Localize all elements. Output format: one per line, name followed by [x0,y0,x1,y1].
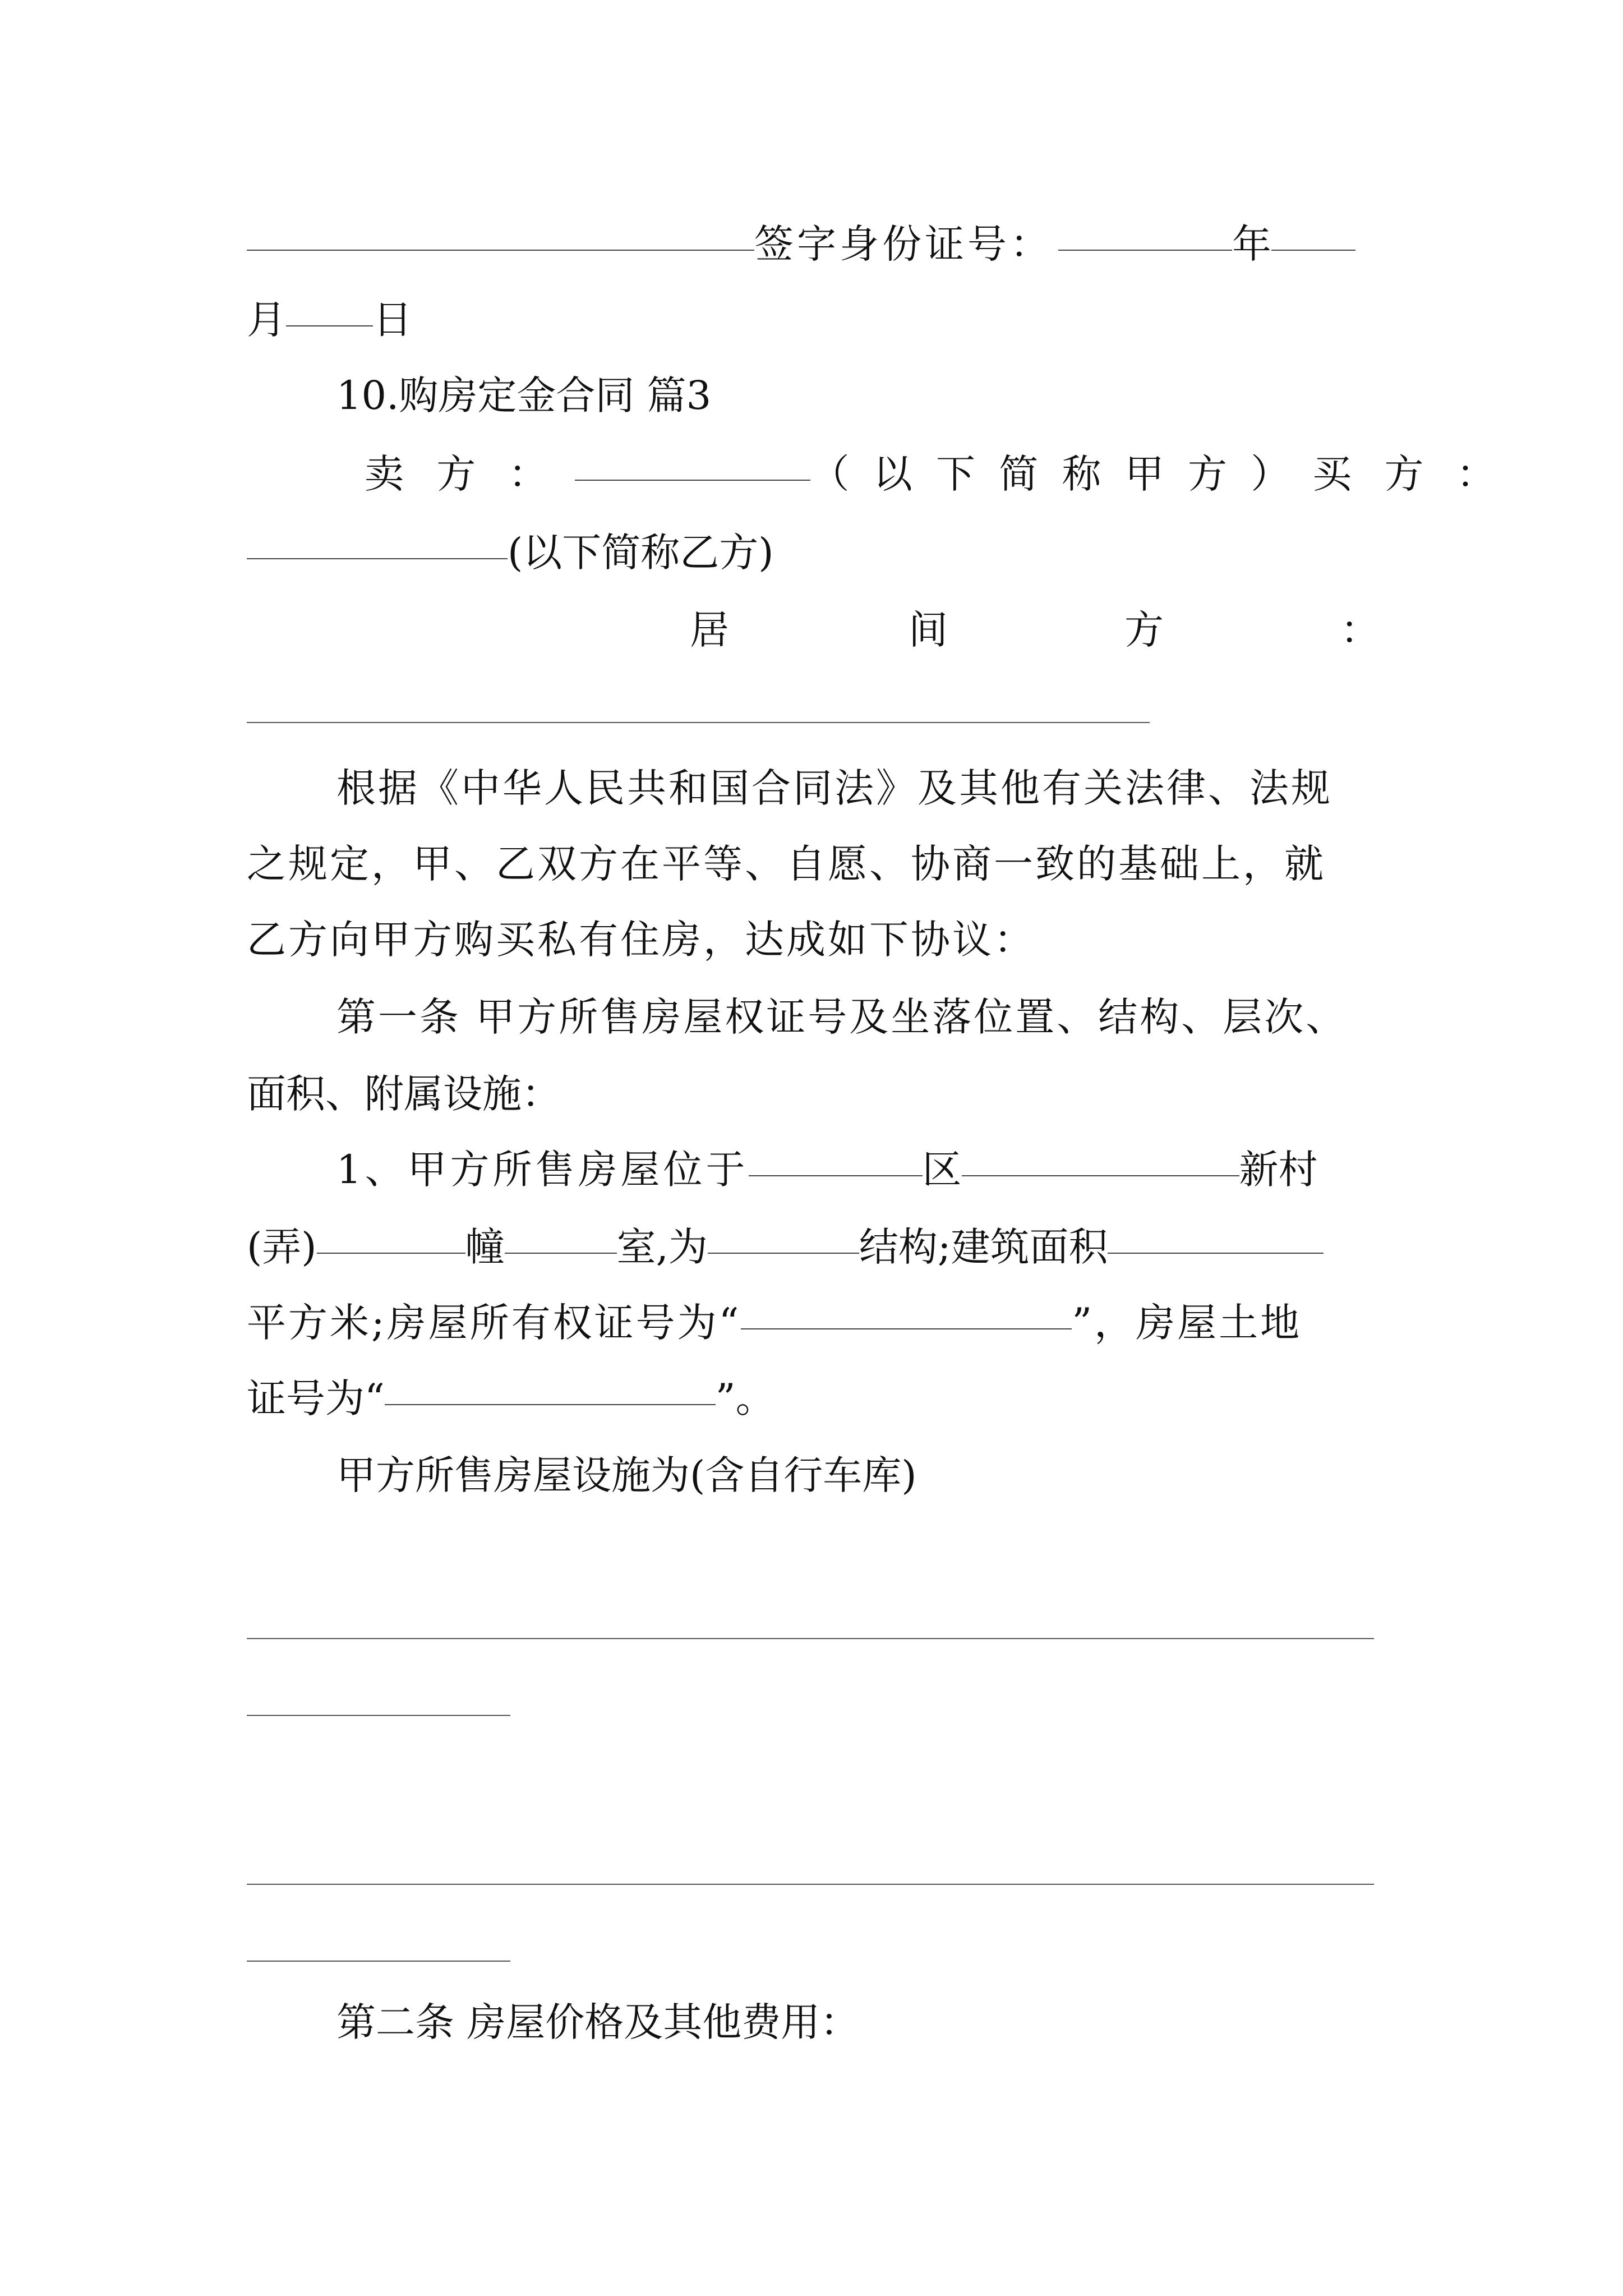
buyer-label: 买 方 ： [1312,451,1506,497]
agent-line [0,593,1623,666]
agent-char-3: 方 [1124,607,1164,653]
article1-item1-line1 [336,1133,1318,1206]
ownership-cert-blank[interactable] [741,1328,1072,1329]
facilities-line: 甲方所售房屋设施为(含自行车库) [336,1452,917,1498]
id-number-blank[interactable] [1058,249,1232,251]
agent-blank[interactable] [247,722,1150,723]
land-cert-blank[interactable] [385,1404,716,1405]
facilities-blank-2[interactable] [247,1715,510,1716]
area-blank[interactable] [1108,1252,1324,1254]
month-label: 月 [247,297,286,343]
month-blank[interactable] [286,325,373,326]
buyer-blank[interactable] [247,558,508,559]
agent-char-1: 居 [690,607,729,653]
room-label: 室,为 [616,1224,708,1270]
agent-char-2: 间 [909,607,948,653]
article1-title-1: 第一条 甲方所售房屋权证号及坐落位置、结构、层次、 [336,994,1348,1040]
preamble-line-3: 乙方向甲方购买私有住房，达成如下协议： [247,917,1035,963]
building-blank[interactable] [505,1252,617,1254]
id-number-label: 签字身份证号： [754,221,1053,267]
agent-char-4: ： [1340,607,1380,653]
article1-title-2: 面积、附属设施： [247,1071,561,1117]
new-village-label: 新村 [1239,1147,1318,1193]
item1-end: ”。 [715,1375,775,1421]
article1-item1-line2 [247,1211,1324,1283]
seller-note: （ 以 下 简 称 甲 方 ） [810,451,1296,497]
building-label: 幢 [465,1224,505,1270]
land-cert-label: ”，房屋土地 [1072,1300,1302,1346]
year-blank[interactable] [1271,249,1355,251]
preamble-line-1: 根据《中华人民共和国合同法》及其他有关法律、法规 [336,765,1332,811]
signature-line [247,208,1355,280]
lane-label: (弄) [247,1224,317,1270]
structure-blank[interactable] [708,1252,859,1254]
district-blank[interactable] [962,1175,1239,1176]
buyer-note: (以下简称乙方) [508,530,774,576]
location-blank[interactable] [749,1175,923,1176]
preamble-line-2: 之规定，甲、乙双方在平等、自愿、协商一致的基础上，就 [247,841,1326,887]
lane-blank[interactable] [317,1252,465,1254]
structure-area-label: 结构;建筑面积 [859,1224,1108,1270]
facilities-blank-4[interactable] [247,1961,510,1962]
facilities-blank-1[interactable] [247,1638,1374,1639]
date-line [247,283,412,356]
section-title: 10.购房定金合同 篇3 [336,372,712,418]
seller-blank[interactable] [575,479,810,481]
seller-line [365,438,1506,510]
land-cert-label-2: 证号为“ [247,1375,385,1421]
item1-prefix: 1、甲方所售房屋位于 [336,1147,749,1193]
buyer-line [247,516,774,589]
article1-item1-line3 [247,1286,1302,1359]
seller-label: 卖 方 ： [365,451,558,497]
signature-blank[interactable] [247,249,754,251]
day-label: 日 [373,297,412,343]
sqm-cert-label: 平方米;房屋所有权证号为“ [247,1300,741,1346]
year-label: 年 [1232,221,1271,267]
facilities-blank-3[interactable] [247,1884,1374,1885]
article1-item1-line4 [247,1362,775,1435]
district-label: 区 [922,1147,962,1193]
article2-title: 第二条 房屋价格及其他费用： [336,1999,860,2045]
